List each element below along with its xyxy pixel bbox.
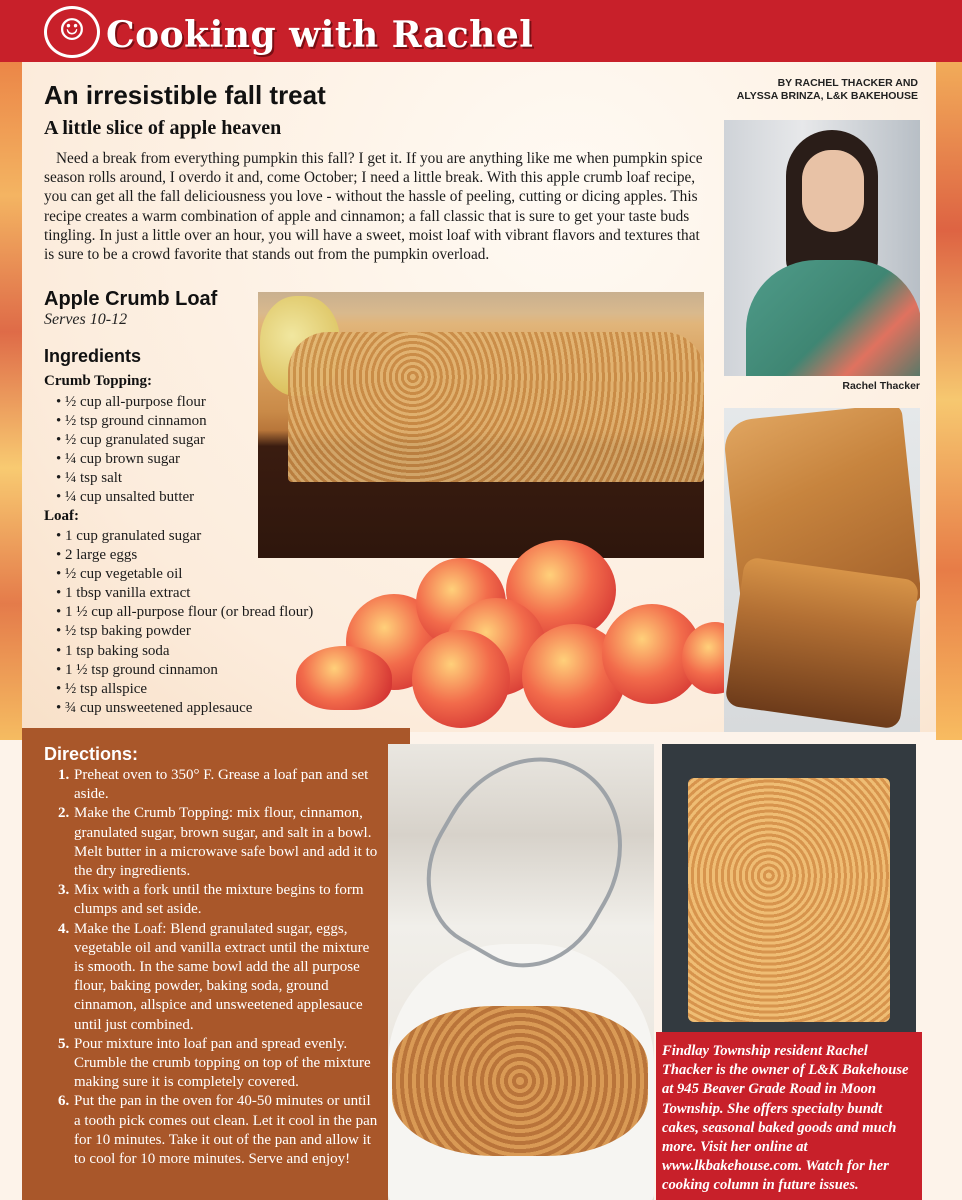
- step-number: 5.: [58, 1035, 70, 1052]
- ingredient-item: • 1 tsp baking soda: [56, 642, 313, 661]
- apple-shape: [412, 630, 510, 728]
- author-bio-text: Findlay Township resident Rachel Thacker is the owner of L&K Bakehouse at 945 Beaver Grade Road in Moon Township. She offers specialty bundt cakes, seasonal baked goods and much more. Visit her online at www.lkbakehouse.com. Watch for her cooking column in future issues.: [662, 1043, 909, 1194]
- intro-paragraph: Need a break from everything pumpkin this fall? I get it. If you are anything like me when pumpkin spice season rolls around, I overdo it and, come October; I need a little break. With this apple crumb loaf recipe, you can get all the fall deliciousness you love - without the hassle of peeling, cutting or dicing apples. This recipe creates a warm combination of apple and cinnamon; a fall classic that is sure to get your taste buds tingling. In just a little over an hour, you will have a sweet, moist loaf with vibrant flavors and textures that is sure to be a crowd favorite that stands out from the pumpkin overload.: [44, 150, 703, 264]
- step-text: Make the Crumb Topping: mix flour, cinnamon, granulated sugar, brown sugar, and salt in a bowl. Melt butter in a microwave safe bowl and add it to the dry ingredients.: [74, 805, 378, 880]
- direction-step: [48, 1035, 378, 1093]
- recipe-title: Apple Crumb Loaf: [44, 288, 218, 310]
- sliced-loaf-photo: [724, 408, 920, 732]
- crumb-topping-list: [56, 393, 207, 508]
- ingredient-item: • 1 ½ tsp ground cinnamon: [56, 661, 313, 680]
- apple-slice-shape: [296, 646, 392, 710]
- step-number: 2.: [58, 805, 70, 822]
- ingredient-item: • ½ tsp baking powder: [56, 622, 313, 641]
- ingredient-item: • ½ cup all-purpose flour: [56, 393, 207, 412]
- crumb-topping-label: Crumb Topping:: [44, 373, 152, 389]
- directions-steps: [48, 766, 378, 1169]
- byline-line-2: ALYSSA BRINZA, L&K BAKEHOUSE: [736, 90, 918, 102]
- ingredients-heading: Ingredients: [44, 346, 142, 366]
- loaf-label: Loaf:: [44, 508, 79, 524]
- ingredient-item: • 1 cup granulated sugar: [56, 527, 313, 546]
- step-text: Mix with a fork until the mixture begins to form clumps and set aside.: [74, 882, 364, 918]
- recipe-serves: Serves 10-12: [44, 311, 128, 328]
- whisk-icon: [398, 744, 654, 995]
- direction-step: [48, 1092, 378, 1169]
- direction-step: [48, 766, 378, 804]
- step-text: Preheat oven to 350° F. Grease a loaf pan and set aside.: [74, 767, 369, 803]
- step-number: 4.: [58, 920, 70, 937]
- step-number: 3.: [58, 882, 70, 899]
- apple-crumb-loaf-photo: [258, 292, 704, 558]
- portrait-caption: Rachel Thacker: [842, 380, 920, 392]
- ingredient-item: • ¼ tsp salt: [56, 469, 207, 488]
- step-text: Put the pan in the oven for 40-50 minutes or until a tooth pick comes out clean. Let it cool in the pan for 10 minutes. Take it out of the pan and allow it to cool for 10 more minutes. Serve and enjoy!: [74, 1093, 378, 1168]
- ingredient-item: • ½ cup granulated sugar: [56, 431, 207, 450]
- column-banner: [0, 0, 962, 62]
- step-number: 6.: [58, 1093, 70, 1110]
- ingredient-item: • ½ tsp ground cinnamon: [56, 412, 207, 431]
- whisk-and-bowl-photo: [388, 744, 654, 1200]
- author-bio-box: [656, 1032, 922, 1200]
- ingredient-item: • ½ cup vegetable oil: [56, 565, 313, 584]
- step-text: Pour mixture into loaf pan and spread evenly. Crumble the crumb topping on top of the mixture making sure it is completely covered.: [74, 1035, 371, 1091]
- directions-heading: Directions:: [44, 744, 139, 764]
- ingredient-item: • ¼ cup brown sugar: [56, 450, 207, 469]
- article-headline: An irresistible fall treat: [44, 80, 326, 110]
- chef-logo-icon: ☺: [44, 6, 100, 58]
- byline: [658, 77, 918, 103]
- author-portrait-photo: [724, 120, 920, 376]
- ingredient-item: • ½ tsp allspice: [56, 680, 313, 699]
- direction-step: [48, 804, 378, 881]
- step-number: 1.: [58, 767, 70, 783]
- direction-step: [48, 920, 378, 1035]
- direction-step: [48, 881, 378, 919]
- directions-panel: [22, 728, 410, 1200]
- ingredient-item: • 1 ½ cup all-purpose flour (or bread flour): [56, 603, 313, 622]
- ingredient-item: • 1 tbsp vanilla extract: [56, 584, 313, 603]
- ingredient-item: • ¼ cup unsalted butter: [56, 488, 207, 507]
- ingredient-item: • 2 large eggs: [56, 546, 313, 565]
- column-title: Cooking with Rachel: [106, 14, 534, 56]
- ingredient-item: • ¾ cup unsweetened applesauce: [56, 699, 313, 718]
- article-subhead: A little slice of apple heaven: [44, 117, 282, 139]
- apples-photo: [296, 534, 752, 730]
- byline-line-1: BY RACHEL THACKER AND: [777, 77, 918, 89]
- loaf-pan-photo: [662, 744, 916, 1034]
- step-text: Make the Loaf: Blend granulated sugar, eggs, vegetable oil and vanilla extract until the mixture is smooth. In the same bowl add the all purpose flour, baking powder, baking soda, ground cinnamon, allspice and unsweetened applesauce until just combined.: [74, 920, 370, 1033]
- autumn-leaves-right-decoration: [936, 60, 962, 740]
